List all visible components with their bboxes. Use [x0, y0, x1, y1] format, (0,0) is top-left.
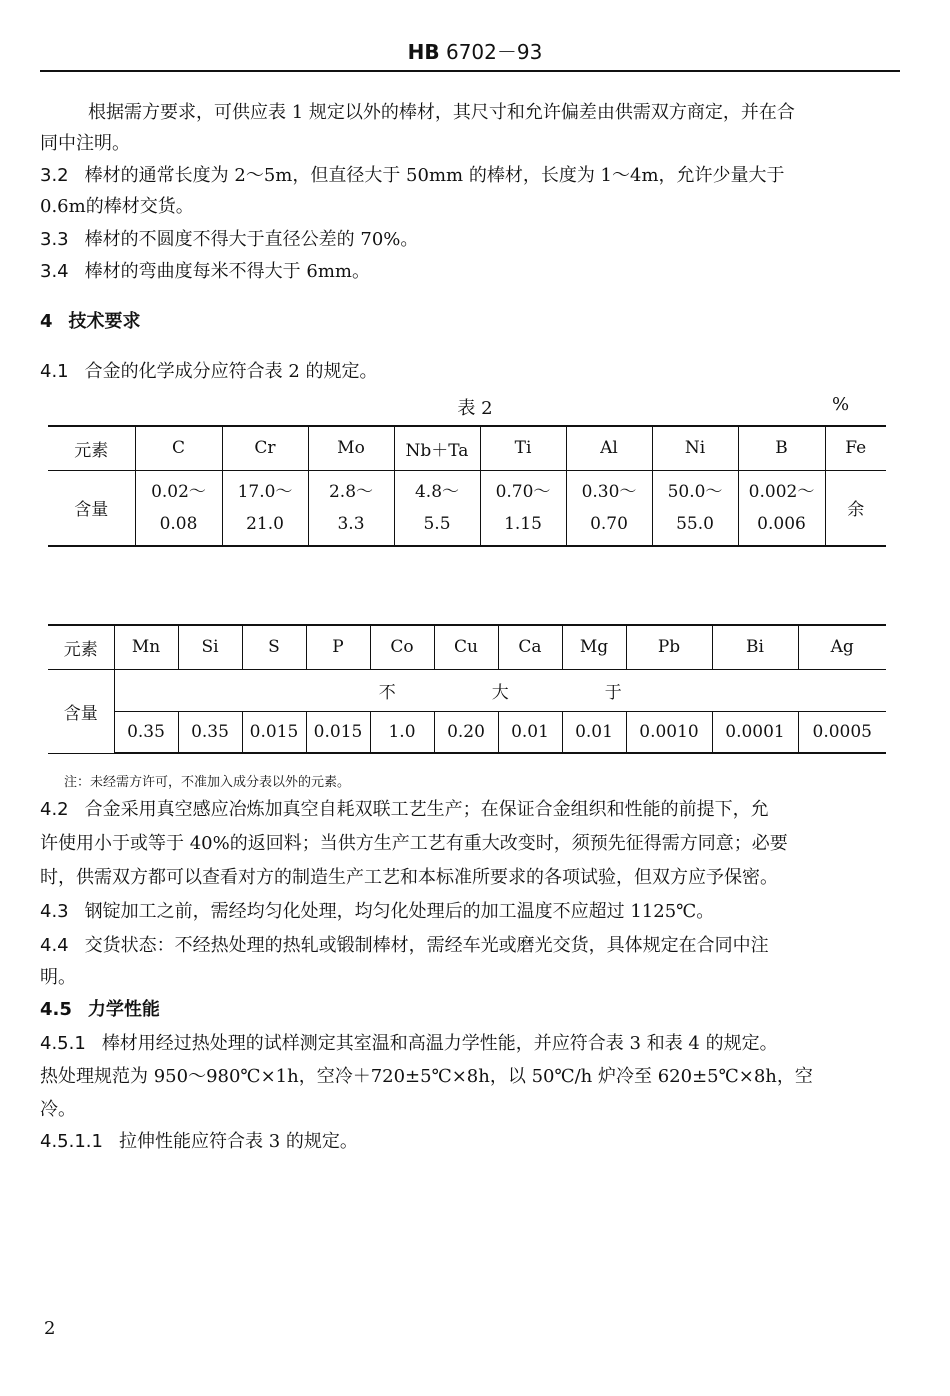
- paragraph-line: 许使用小于或等于 40%的返回料；当供方生产工艺有重大改变时，须预先征得需方同意；必要: [40, 833, 788, 854]
- clause-text: 棒材的不圆度不得大于直径公差的 70%。: [84, 229, 419, 250]
- clause-text: 棒材的弯曲度每米不得大于 6mm。: [84, 261, 370, 282]
- clause-number: 4.2: [40, 799, 69, 820]
- value-cell: 0.015: [306, 711, 370, 753]
- clause-4-5-1-1: [40, 1130, 900, 1154]
- value-cell: 0.0010: [626, 711, 712, 753]
- value-cell: 0.01: [498, 711, 562, 753]
- element-header: Fe: [825, 426, 886, 470]
- row-label: 元素: [48, 625, 114, 669]
- clause-3-2: [40, 164, 900, 188]
- element-header: C: [135, 426, 222, 470]
- standard-number: 6702－93: [445, 40, 543, 64]
- range-cell: 0.02～ 0.08: [135, 470, 222, 546]
- clause-4-5-1: [40, 1032, 900, 1056]
- clause-4-4: [40, 934, 900, 958]
- clause-text: 棒材用经过热处理的试样测定其室温和高温力学性能，并应符合表 3 和表 4 的规定。: [101, 1033, 778, 1054]
- element-header: Pb: [626, 625, 712, 669]
- range-cell: 2.8～ 3.3: [308, 470, 394, 546]
- element-header: Ca: [498, 625, 562, 669]
- table-unit: %: [832, 394, 850, 415]
- clause-number: 3.3: [40, 229, 69, 250]
- element-header: Al: [566, 426, 652, 470]
- clause-number: 4.3: [40, 901, 69, 922]
- element-header: Bi: [712, 625, 798, 669]
- clause-text: 合金采用真空感应冶炼加真空自耗双联工艺生产；在保证合金组织和性能的前提下，允: [84, 799, 769, 820]
- element-header: Mg: [562, 625, 626, 669]
- clause-text: 合金的化学成分应符合表 2 的规定。: [84, 361, 378, 382]
- clause-number: 3.2: [40, 165, 69, 186]
- element-header: Cu: [434, 625, 498, 669]
- element-header: Si: [178, 625, 242, 669]
- clause-number: 4.1: [40, 361, 69, 382]
- element-header: Ti: [480, 426, 566, 470]
- clause-number: 4.4: [40, 935, 69, 956]
- row-label: 元素: [48, 426, 135, 470]
- clause-number: 3.4: [40, 261, 69, 282]
- clause-text: 棒材的通常长度为 2～5m，但直径大于 50mm 的棒材，长度为 1～4m，允许少量大于: [84, 165, 785, 186]
- section-title: 技术要求: [68, 311, 141, 332]
- paragraph-line: 根据需方要求，可供应表 1 规定以外的棒材，其尺寸和允许偏差由供需双方商定，并在合: [88, 102, 795, 123]
- value-cell: 0.015: [242, 711, 306, 753]
- value-cell: 0.01: [562, 711, 626, 753]
- paragraph-line: 同中注明。: [40, 133, 130, 154]
- clause-4-2: [40, 798, 900, 822]
- range-cell: 0.30～ 0.70: [566, 470, 652, 546]
- paragraph-line: 明。: [40, 967, 76, 988]
- table-note: 注：未经需方许可，不准加入成分表以外的元素。: [64, 775, 351, 790]
- page-header: [0, 36, 950, 65]
- row-label: 含量: [48, 470, 135, 546]
- row-label: 含量: [48, 669, 114, 753]
- page-number: 2: [44, 1318, 56, 1339]
- clause-title: 力学性能: [87, 999, 160, 1020]
- paragraph-line: 冷。: [40, 1099, 76, 1120]
- range-cell: 17.0～ 21.0: [222, 470, 308, 546]
- element-header: P: [306, 625, 370, 669]
- range-cell: 50.0～ 55.0: [652, 470, 738, 546]
- balance-cell: 余: [825, 470, 886, 546]
- paragraph-line: 时，供需双方都可以查看对方的制造生产工艺和本标准所要求的各项试验，但双方应予保密。: [40, 867, 778, 888]
- element-header: Nb＋Ta: [394, 426, 480, 470]
- clause-number: 4.5: [40, 999, 72, 1020]
- element-header: Ni: [652, 426, 738, 470]
- value-cell: 0.20: [434, 711, 498, 753]
- value-cell: 1.0: [370, 711, 434, 753]
- clause-text: 拉伸性能应符合表 3 的规定。: [118, 1131, 358, 1152]
- section-number: 4: [40, 311, 53, 332]
- composition-table-part2: [48, 624, 886, 754]
- clause-text: 交货状态：不经热处理的热轧或锻制棒材，需经车光或磨光交货，具体规定在合同中注: [84, 935, 769, 956]
- clause-4-5: [40, 998, 900, 1022]
- max-limit-header: 不 大 于: [114, 669, 886, 711]
- clause-3-3: [40, 228, 900, 252]
- element-header: Cr: [222, 426, 308, 470]
- value-cell: 0.35: [114, 711, 178, 753]
- element-header: S: [242, 625, 306, 669]
- clause-4-3: [40, 900, 900, 924]
- element-header: Mo: [308, 426, 394, 470]
- composition-table-part1: [48, 425, 886, 547]
- element-header: Co: [370, 625, 434, 669]
- paragraph-line: 热处理规范为 950～980℃×1h，空冷＋720±5℃×8h，以 50℃/h 炉冷至 620±5℃×8h，空: [40, 1066, 813, 1087]
- clause-4-1: [40, 360, 900, 384]
- clause-text: 钢锭加工之前，需经均匀化处理，均匀化处理后的加工温度不应超过 1125℃。: [84, 901, 715, 922]
- range-cell: 4.8～ 5.5: [394, 470, 480, 546]
- section-4-heading: [40, 310, 900, 334]
- table-title: 表 2: [457, 398, 493, 419]
- header-rule: [40, 70, 900, 72]
- clause-number: 4.5.1: [40, 1033, 86, 1054]
- clause-3-4: [40, 260, 900, 284]
- clause-number: 4.5.1.1: [40, 1131, 103, 1152]
- value-cell: 0.0001: [712, 711, 798, 753]
- value-cell: 0.35: [178, 711, 242, 753]
- element-header: Ag: [798, 625, 886, 669]
- standard-prefix: HB: [407, 40, 440, 64]
- element-header: Mn: [114, 625, 178, 669]
- value-cell: 0.0005: [798, 711, 886, 753]
- range-cell: 0.70～ 1.15: [480, 470, 566, 546]
- paragraph-line: 0.6m的棒材交货。: [40, 196, 194, 217]
- element-header: B: [738, 426, 825, 470]
- range-cell: 0.002～ 0.006: [738, 470, 825, 546]
